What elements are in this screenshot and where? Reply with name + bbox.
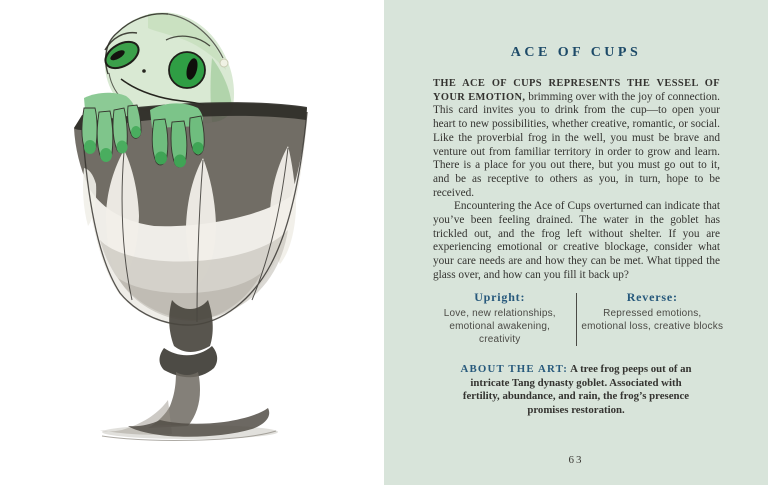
card-description xyxy=(433,77,720,283)
frog-nostril xyxy=(142,69,146,73)
card-title: ACE OF CUPS xyxy=(510,45,642,60)
about-text: A tree frog peeps out of an intricate Tang dynasty goblet. Associated with fertility, abundance, and rain, the frog’s presence promises restoration. xyxy=(462,363,692,416)
about-label: ABOUT THE ART: xyxy=(460,363,569,376)
lead-in: THE ACE OF CUPS REPRESENTS THE VESSEL OF YOUR EMOTION, xyxy=(433,78,720,103)
reverse-keywords: Repressed emotions, emotional loss, creative blocks xyxy=(581,308,724,333)
splash-dot xyxy=(220,59,228,67)
reverse-column xyxy=(577,291,729,347)
goblet-stem-foot xyxy=(100,300,278,440)
page-number: 63 xyxy=(568,454,584,466)
frog-right-eye xyxy=(169,52,205,88)
paragraph-one-rest: brimming over with the joy of connection. This card invites you to drink from the cup—to open your heart to new possibilities, whether creative, romantic, or social. Like the proverbial frog in the well, you must be brave and venture out from familiar territory in order to grow and learn. There is a place for you out there, but you must go out to it, and be as receptive to others as you, in turn, hope to be received. xyxy=(433,90,720,199)
right-page xyxy=(384,0,768,485)
reverse-heading: Reverse: xyxy=(626,289,678,304)
upright-keywords: Love, new relationships, emotional awakening, creativity xyxy=(443,308,556,346)
upright-column xyxy=(424,291,576,347)
upright-heading: Upright: xyxy=(474,289,526,304)
about-the-art xyxy=(456,363,696,417)
meanings-section xyxy=(424,291,728,347)
paragraph-two: Encountering the Ace of Cups overturned can indicate that you’ve been feeling drained. The water in the goblet has trickled out, and the frog left without shelter. If you are experiencing emotional or creative blockage, consider what your care needs are and how they can be met. What tipped the glass over, and how can you fill it back up? xyxy=(433,200,720,281)
paragraph-one xyxy=(433,77,720,200)
